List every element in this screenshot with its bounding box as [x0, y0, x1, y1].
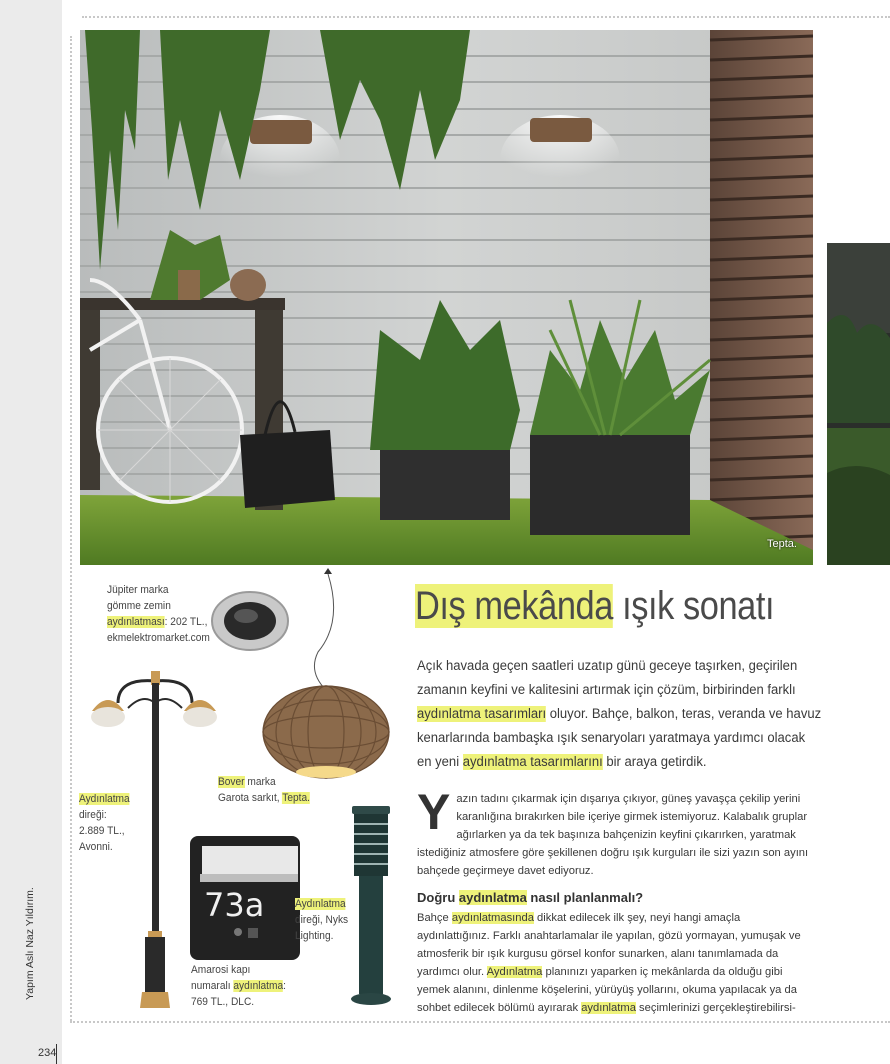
caption-line: direği: — [79, 809, 107, 821]
drop-cap: Y — [417, 784, 451, 840]
body-highlight: Aydınlatma — [486, 966, 543, 978]
article-intro-paragraph — [417, 784, 812, 880]
caption-text: Garota sarkıt, — [218, 792, 283, 804]
caption-highlight: Aydınlatma — [295, 898, 346, 910]
body-highlight: aydınlatmasında — [451, 912, 534, 924]
title-highlight: Dış mekânda — [415, 584, 613, 628]
caption-line: Lighting. — [295, 930, 334, 942]
caption-line: direği, Nyks — [295, 914, 349, 926]
caption-line: Amarosi kapı — [191, 964, 251, 976]
caption-line: ekmelektromarket.com — [107, 632, 210, 644]
article-body-paragraph — [417, 909, 812, 1017]
lead-text: Açık havada geçen saatleri uzatıp günü geceye taşırken, geçirilen zamanın keyfini ve kalitesini artırmak için çözüm, birbirinden farklı — [417, 658, 798, 698]
body-highlight: aydınlatma — [581, 1002, 636, 1014]
caption-nyks — [295, 896, 348, 944]
article-lead — [417, 654, 822, 774]
lead-highlight: aydınlatma tasarımlarını — [462, 754, 603, 770]
bover-garota-pendant-photo — [258, 562, 393, 782]
body-text: Bahçe — [417, 912, 452, 924]
caption-line — [107, 614, 210, 630]
caption-line — [79, 791, 130, 807]
side-photo — [827, 243, 890, 565]
sidebar-credit: Yapım Aslı Naz Yıldırım. — [24, 887, 36, 1000]
amarosi-house-number-light-photo — [190, 832, 302, 960]
subhead-text: Doğru — [417, 890, 459, 905]
caption-text: marka — [244, 776, 276, 788]
caption-highlight: Aydınlatma — [79, 793, 130, 805]
caption-amarosi — [191, 962, 286, 1010]
body-text: planınızı yaparken iç mekânlarda da olduğu gibi yemek alanını, dinlenme köşelerini, yürüyüş yollarını, okuma yapılacak ya da sohbet edilecek bölümü ayırarak — [417, 966, 797, 1014]
page-number: 234 — [38, 1047, 57, 1059]
article-title — [415, 584, 774, 629]
article-subheading — [417, 890, 643, 905]
caption-price: : 202 TL., — [164, 616, 208, 628]
caption-jupiter — [107, 582, 210, 646]
house-number: 73a — [204, 886, 265, 924]
caption-line: Avonni. — [79, 841, 113, 853]
caption-line: Jüpiter marka — [107, 584, 169, 596]
page-number-rule — [56, 1044, 57, 1064]
intro-text: azın tadını çıkarmak için dışarıya çıkıyor, güneş yavaşça çekilip yerini karanlığına bırakırken bile içeriye girmek istemiyoruz. Kalabalık gruplar ağırlarken ya da tek başınıza bahçenizin keyfini çıkarırken, yaratmak istediğiniz atmosfere göre şekillenen doğru ışık kurguları ile sizi yazın son ayını bahçede geçirmeye davet ediyoruz. — [417, 793, 809, 877]
caption-line — [295, 896, 348, 912]
subhead-text: nasıl planlanmalı? — [526, 890, 644, 905]
hero-photo — [80, 30, 813, 565]
body-text: dikkat edilecek ilk şey, neyi hangi amaçla aydınlattığınız. Farklı anahtarlamalar ile yapılan, gözü yormayan, yumuşak ve atmosferik bir ışık kurgusu görsel konfor sunarken, alanı tanımlamada da yardımcı olur. — [417, 912, 801, 978]
caption-line: 769 TL., DLC. — [191, 996, 255, 1008]
nyks-bollard-light-photo — [346, 806, 396, 1006]
lead-text: oluyor. Bahçe, balkon, teras, veranda ve havuz kenarlarında bambaşka ışık senaryoları yaratmaya yardımcı olacak en yeni — [417, 706, 822, 770]
hero-photo-credit: Tepta. — [767, 538, 797, 550]
caption-lamp-post — [79, 791, 130, 855]
title-rest: ışık sonatı — [612, 584, 775, 628]
caption-text: : — [283, 980, 286, 992]
caption-line: gömme zemin — [107, 600, 171, 612]
lead-highlight: aydınlatma tasarımları — [417, 706, 547, 722]
dotted-border-top — [82, 16, 890, 18]
caption-highlight: aydınlatma — [233, 980, 284, 992]
caption-highlight: Tepta. — [282, 792, 310, 804]
caption-line: 2.889 TL., — [79, 825, 125, 837]
caption-text: numaralı — [191, 980, 234, 992]
dotted-border-bottom — [70, 1021, 890, 1023]
lead-text: bir araya getirdik. — [602, 754, 707, 770]
caption-bover — [218, 774, 310, 806]
caption-highlight: aydınlatması — [107, 616, 165, 628]
caption-highlight: Bover — [218, 776, 245, 788]
dotted-border-left — [70, 36, 72, 1021]
caption-line — [218, 790, 310, 806]
body-text: seçimlerinizi gerçekleştirebilirsi- — [635, 1002, 796, 1014]
subhead-highlight: aydınlatma — [458, 890, 527, 905]
caption-line — [191, 978, 286, 994]
caption-line — [218, 774, 310, 790]
